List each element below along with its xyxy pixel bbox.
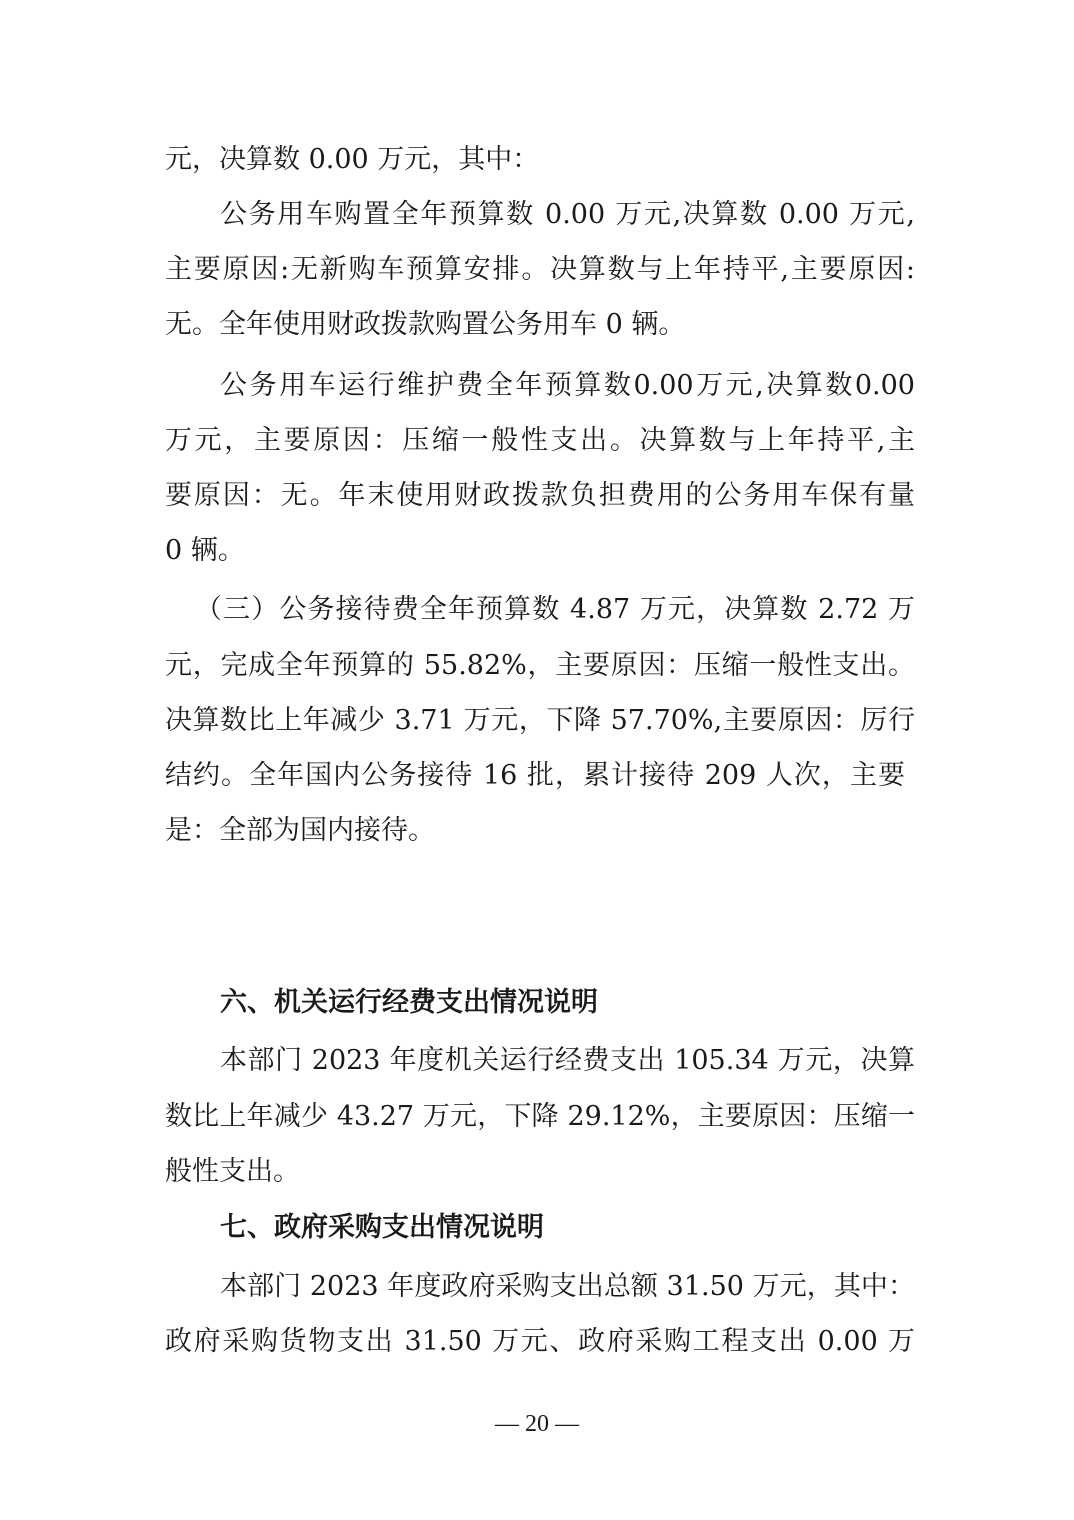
paragraph-line: 公务用车购置全年预算数 0.00 万元,决算数 0.00 万元, — [220, 199, 915, 230]
page-number: — 20 — — [495, 1411, 579, 1437]
paragraph-line: 公务用车运行维护费全年预算数0.00万元,决算数0.00 — [220, 370, 915, 401]
paragraph-line: 本部门 2023 年度机关运行经费支出 105.34 万元，决算 — [220, 1045, 915, 1076]
paragraph-line: 元，决算数 0.00 万元，其中： — [165, 144, 540, 175]
paragraph-line: 数比上年减少 43.27 万元，下降 29.12%，主要原因：压缩一 — [165, 1101, 915, 1132]
section-heading-7: 七、政府采购支出情况说明 — [220, 1212, 544, 1243]
paragraph-line: 政府采购货物支出 31.50 万元、政府采购工程支出 0.00 万 — [165, 1326, 915, 1357]
paragraph-line: 万元，主要原因：压缩一般性支出。决算数与上年持平,主 — [165, 425, 915, 456]
paragraph-line: 要原因：无。年末使用财政拨款负担费用的公务用车保有量 — [165, 480, 915, 511]
section-heading-6: 六、机关运行经费支出情况说明 — [220, 987, 598, 1018]
paragraph-line: 结约。全年国内公务接待 16 批，累计接待 209 人次，主要 — [165, 760, 905, 791]
paragraph-line: 是：全部为国内接待。 — [165, 815, 435, 846]
paragraph-line: 无。全年使用财政拨款购置公务用车 0 辆。 — [165, 309, 686, 340]
paragraph-line: 0 辆。 — [165, 535, 245, 566]
paragraph-line: 主要原因:无新购车预算安排。决算数与上年持平,主要原因: — [165, 254, 915, 285]
paragraph-line: 本部门 2023 年度政府采购支出总额 31.50 万元，其中： — [220, 1271, 915, 1302]
paragraph-line: 般性支出。 — [165, 1156, 300, 1187]
paragraph-line: 决算数比上年减少 3.71 万元，下降 57.70%,主要原因：厉行 — [165, 705, 915, 736]
paragraph-line: 元，完成全年预算的 55.82%，主要原因：压缩一般性支出。 — [165, 650, 915, 681]
paragraph-line: （三）公务接待费全年预算数 4.87 万元，决算数 2.72 万 — [195, 594, 915, 625]
